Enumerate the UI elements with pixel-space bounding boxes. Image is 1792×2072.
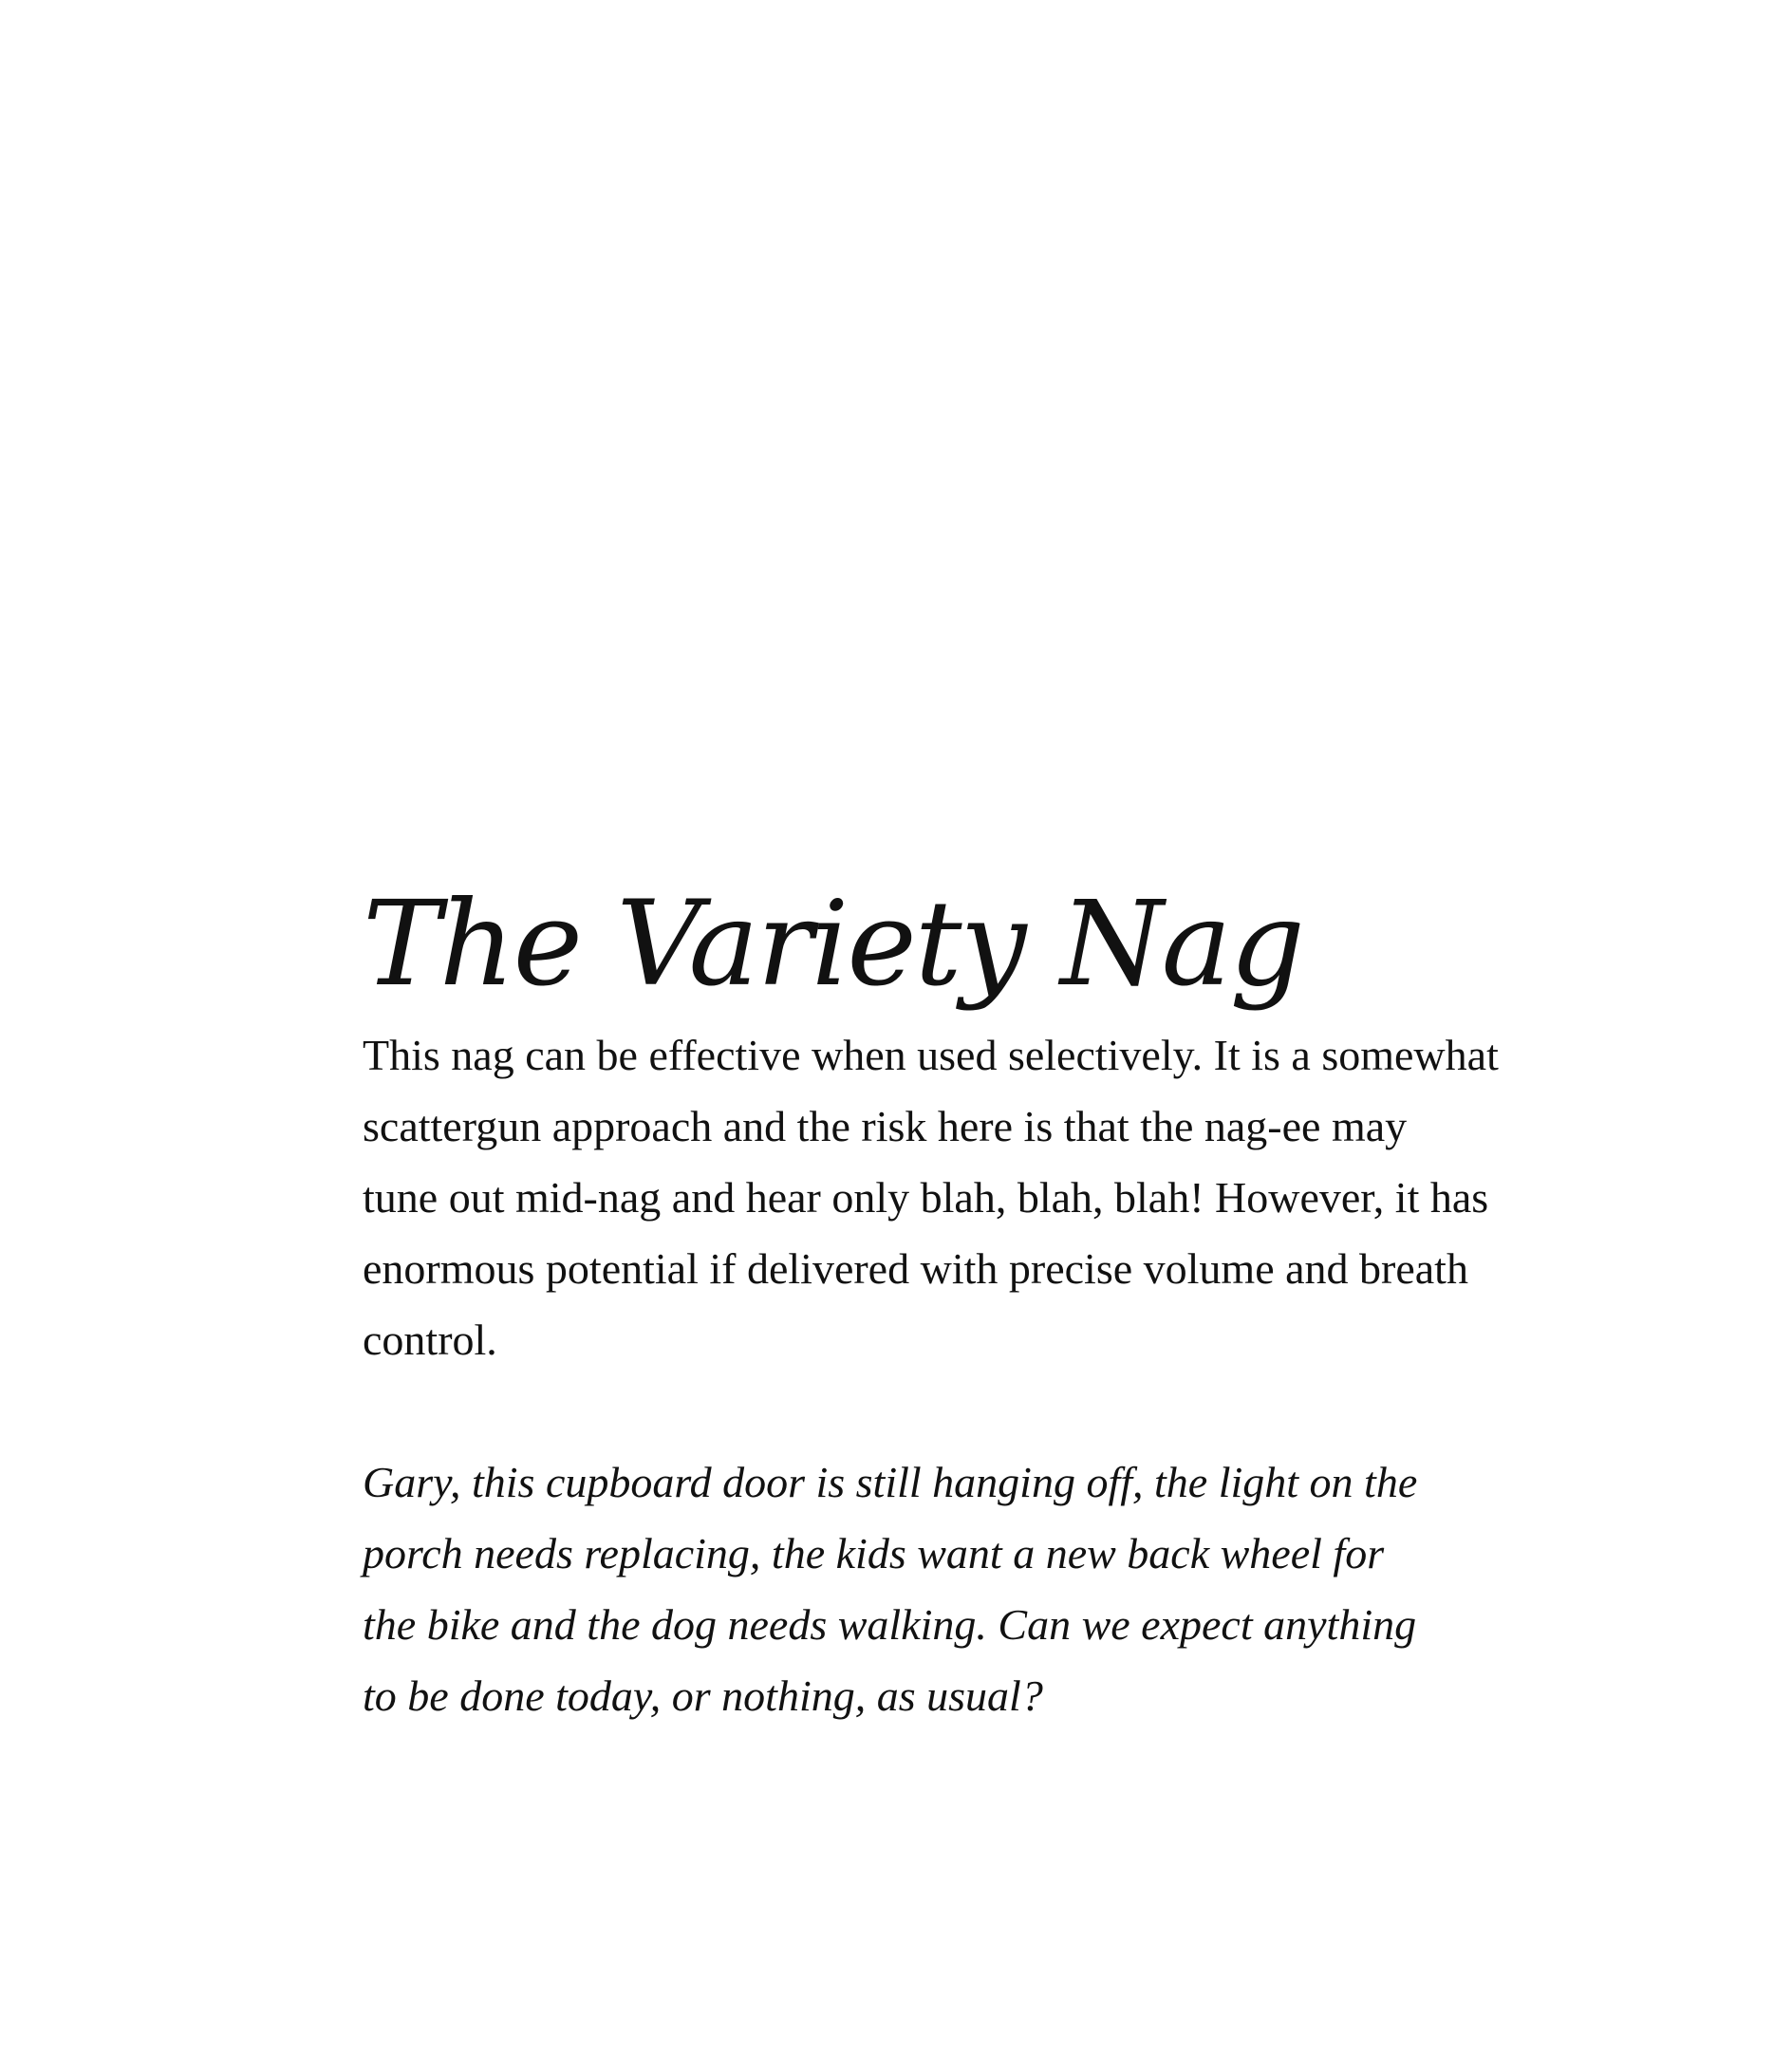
body-line: tune out mid-nag and hear only blah, blah, blah! However, it has: [363, 1173, 1489, 1222]
page-content: [363, 873, 1559, 1731]
body-line: This nag can be effective when used selectively. It is a somewhat: [363, 1031, 1499, 1079]
quote-paragraph: [363, 1447, 1559, 1731]
quote-line: porch needs replacing, the kids want a new back wheel for: [363, 1529, 1385, 1577]
body-paragraph: [363, 1019, 1559, 1375]
body-line: enormous potential if delivered with precise volume and breath: [363, 1244, 1468, 1293]
quote-line: Gary, this cupboard door is still hanging off, the light on the: [363, 1458, 1418, 1506]
body-line: scattergun approach and the risk here is that the nag-ee may: [363, 1102, 1408, 1150]
body-line: control.: [363, 1316, 497, 1364]
quote-line: to be done today, or nothing, as usual?: [363, 1671, 1043, 1720]
page-title: The Variety Nag: [363, 876, 1303, 1013]
quote-line: the bike and the dog needs walking. Can we expect anything: [363, 1600, 1417, 1649]
